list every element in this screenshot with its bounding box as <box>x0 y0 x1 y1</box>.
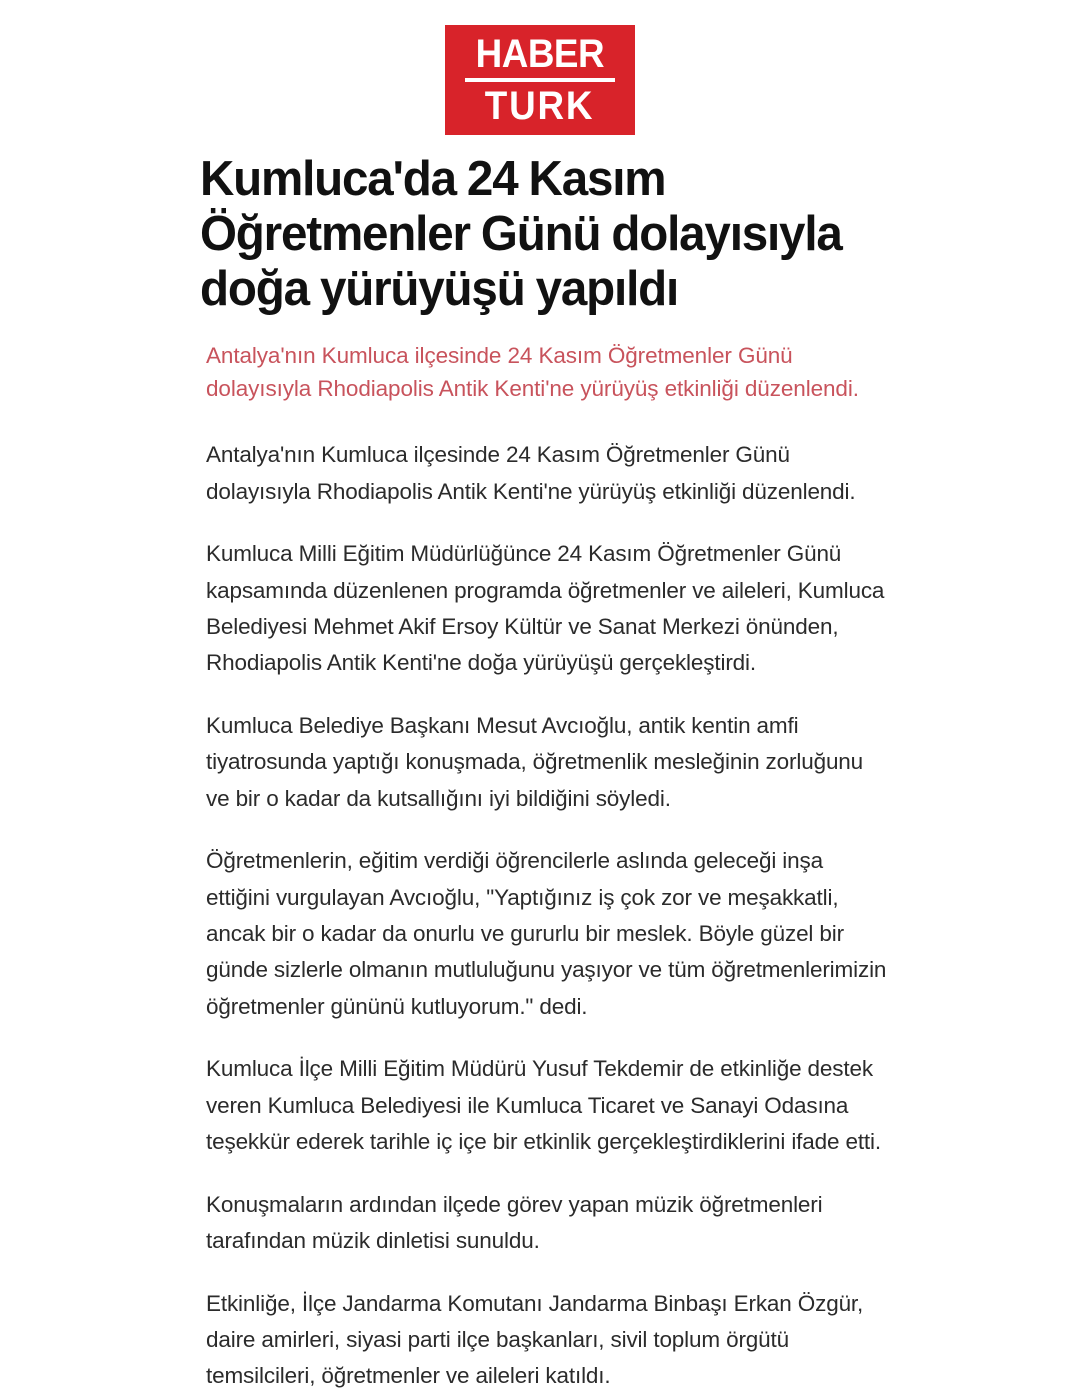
site-logo[interactable] <box>0 25 1080 135</box>
article-paragraph: Antalya'nın Kumluca ilçesinde 24 Kasım Öğretmenler Günü dolayısıyla Rhodiapolis Antik Kenti'ne yürüyüş etkinliği düzenlendi. <box>206 442 856 504</box>
article-paragraph: Konuşmaların ardından ilçede görev yapan müzik öğretmenleri tarafından müzik dinletisi sunuldu. <box>206 1191 823 1254</box>
haberturk-logo-box[interactable] <box>445 25 635 135</box>
logo-divider-rule <box>465 78 615 82</box>
logo-text-turk: TURK <box>485 84 595 128</box>
logo-text-haber: HABER <box>475 32 605 76</box>
article-paragraph: Kumluca Milli Eğitim Müdürlüğünce 24 Kasım Öğretmenler Günü kapsamında düzenlenen programda öğretmenler ve aileleri, Kumluca Belediyesi Mehmet Akif Ersoy Kültür ve Sanat Merkezi önünden, Rhodiapolis Antik Kenti'ne doğa yürüyüşü gerçekleştirdi. <box>206 541 885 676</box>
article-content <box>200 152 890 1395</box>
article-headline: Kumluca'da 24 Kasım Öğretmenler Günü dolayısıyla doğa yürüyüşü yapıldı <box>200 152 842 316</box>
article-paragraph: Öğretmenlerin, eğitim verdiği öğrencilerle aslında geleceği inşa ettiğini vurgulayan Avcıoğlu, "Yaptığınız iş çok zor ve meşakkatli, ancak bir o kadar da onurlu ve gururlu bir meslek. Böyle güzel bir günde sizlerle olmanın mutluluğunu yaşıyor ve tüm öğretmenlerimizin öğretmenler gününü kutluyorum." dedi. <box>206 848 887 1019</box>
article-body <box>200 437 890 1395</box>
article-standfirst: Antalya'nın Kumluca ilçesinde 24 Kasım Öğretmenler Günü dolayısıyla Rhodiapolis Antik Kenti'ne yürüyüş etkinliği düzenlendi. <box>206 342 859 401</box>
article-paragraph: Etkinliğe, İlçe Jandarma Komutanı Jandarma Binbaşı Erkan Özgür, daire amirleri, siyasi parti ilçe başkanları, sivil toplum örgütü temsilcileri, öğretmenler ve aileleri katıldı. <box>206 1290 864 1389</box>
article-paragraph: Kumluca Belediye Başkanı Mesut Avcıoğlu, antik kentin amfi tiyatrosunda yaptığı konuşmada, öğretmenlik mesleğinin zorluğunu ve bir o kadar da kutsallığını iyi bildiğini söyledi. <box>206 712 864 811</box>
article-paragraph: Kumluca İlçe Milli Eğitim Müdürü Yusuf Tekdemir de etkinliğe destek veren Kumluca Belediyesi ile Kumluca Ticaret ve Sanayi Odasına teşekkür ederek tarihle iç içe bir etkinlik gerçekleştirdiklerini ifade etti. <box>206 1056 881 1155</box>
